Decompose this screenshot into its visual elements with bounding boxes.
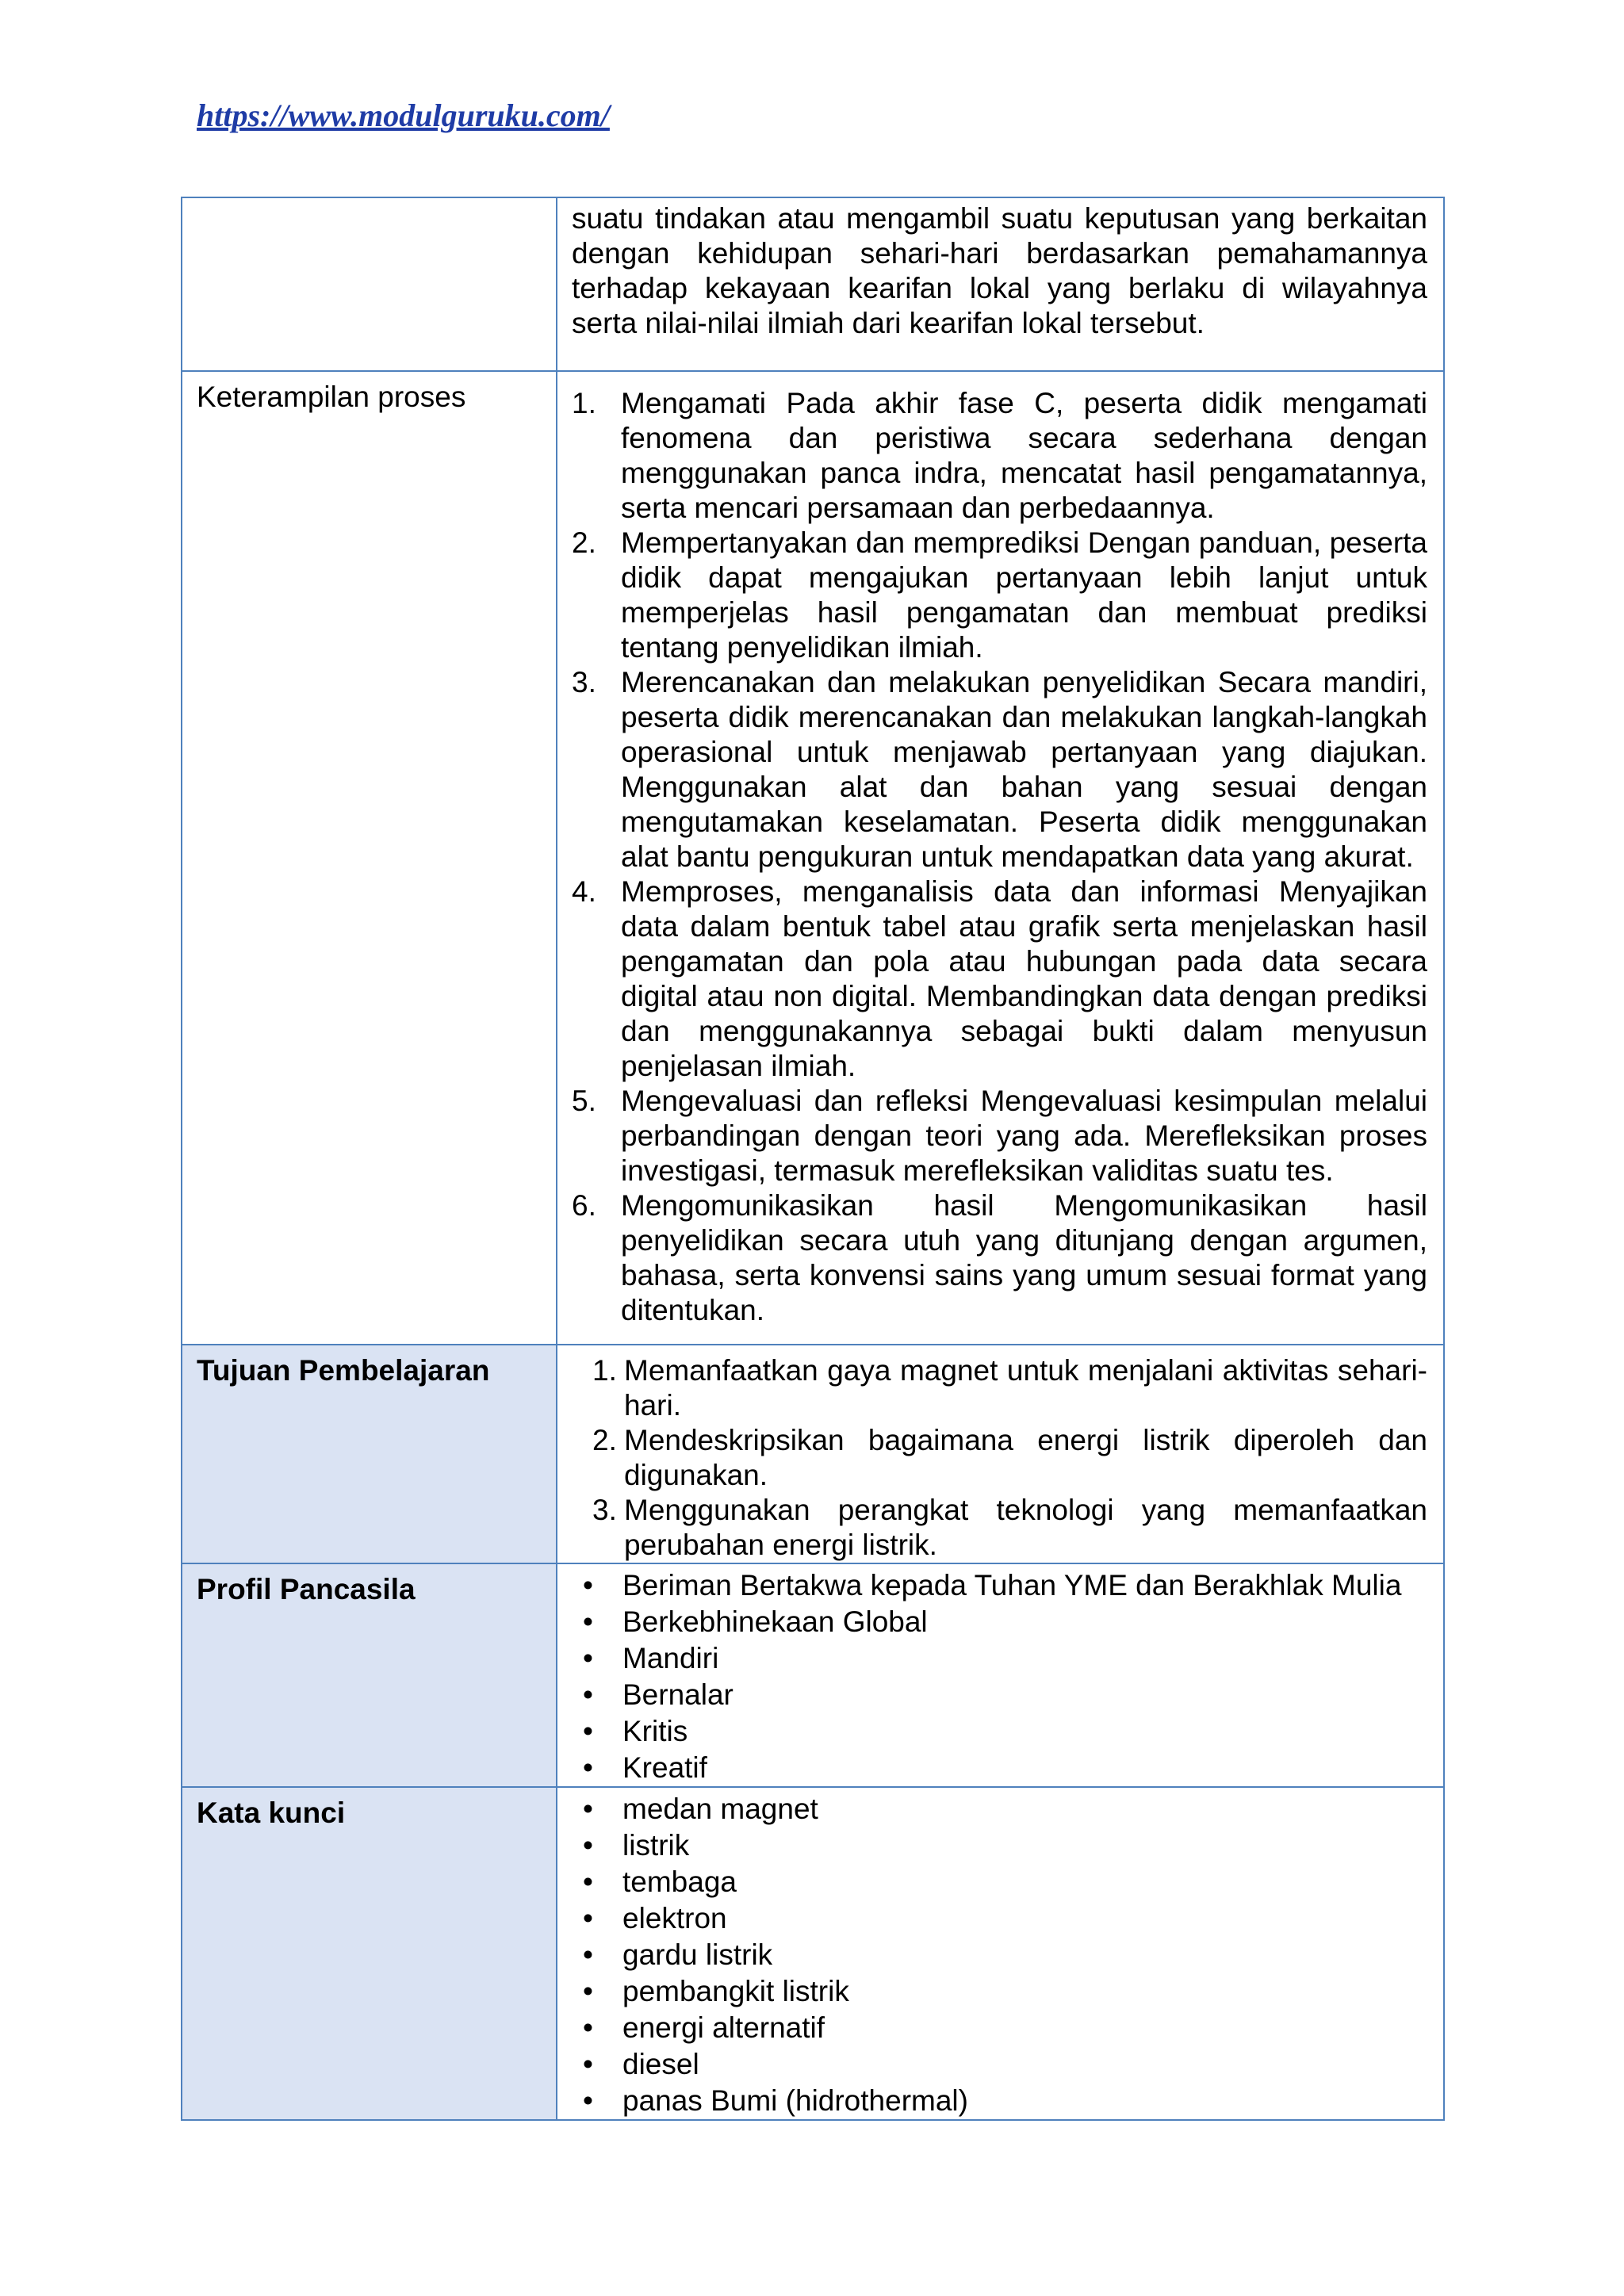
bullet-icon: •: [583, 1678, 593, 1711]
list-item: [572, 1827, 1427, 1864]
tujuan-cell: [557, 1345, 1444, 1563]
item-text: elektron: [622, 1902, 727, 1934]
item-text: Memanfaatkan gaya magnet untuk menjalani aktivitas sehari-hari.: [624, 1354, 1427, 1422]
item-text: Beriman Bertakwa kepada Tuhan YME dan Berakhlak Mulia: [622, 1569, 1402, 1601]
item-text: Mengevaluasi dan refleksi Mengevaluasi kesimpulan melalui perbandingan dengan teori yang ada. Merefleksikan proses investigasi, termasuk merefleksikan validitas suatu tes.: [621, 1085, 1427, 1187]
bullet-icon: •: [583, 2084, 593, 2117]
row-continuation: [182, 197, 1444, 371]
list-item: [572, 1791, 1427, 1827]
item-text: energi alternatif: [622, 2011, 825, 2044]
list-item: [572, 874, 1427, 1084]
continuation-text: suatu tindakan atau mengambil suatu keputusan yang berkaitan dengan kehidupan sehari-hari berdasarkan pemahamannya terhadap kekayaan kearifan lokal yang berlaku di wilayahnya serta nilai-nilai ilmiah dari kearifan lokal tersebut.: [572, 202, 1427, 339]
header-url-link[interactable]: https://www.modulguruku.com/: [197, 98, 610, 133]
list-item: [572, 1973, 1427, 2010]
item-text: Kreatif: [622, 1751, 707, 1784]
item-text: listrik: [622, 1829, 690, 1862]
profil-list: [572, 1567, 1427, 1786]
module-table: [181, 197, 1445, 2121]
profil-cell: [557, 1563, 1444, 1787]
item-text: pembangkit listrik: [622, 1975, 849, 2007]
kata-kunci-label: Kata kunci: [182, 1787, 557, 2120]
item-number: 5.: [572, 1085, 596, 1117]
bullet-icon: •: [583, 1829, 593, 1862]
list-item: [572, 526, 1427, 665]
tujuan-label: Tujuan Pembelajaran: [182, 1345, 557, 1563]
item-number: 4.: [572, 875, 596, 908]
item-text: diesel: [622, 2048, 699, 2080]
row-keterampilan: [182, 371, 1444, 1345]
list-item: [572, 2046, 1427, 2083]
continuation-label: [182, 197, 557, 371]
list-item: [572, 1750, 1427, 1786]
item-number: 2.: [572, 526, 596, 559]
list-item: [572, 2010, 1427, 2046]
list-item: [572, 1713, 1427, 1750]
bullet-icon: •: [583, 1902, 593, 1934]
profil-label: Profil Pancasila: [182, 1563, 557, 1787]
bullet-icon: •: [583, 2048, 593, 2080]
bullet-icon: •: [583, 1569, 593, 1601]
bullet-icon: •: [583, 1866, 593, 1898]
keterampilan-label: Keterampilan proses: [182, 371, 557, 1345]
list-item: [572, 1567, 1427, 1604]
item-text: Berkebhinekaan Global: [622, 1605, 928, 1638]
item-text: medan magnet: [622, 1793, 818, 1825]
item-number: 3.: [572, 666, 596, 698]
tujuan-list: [572, 1353, 1427, 1563]
item-number: 2.: [592, 1424, 617, 1456]
list-item: [572, 1188, 1427, 1328]
bullet-icon: •: [583, 1975, 593, 2007]
list-item: [572, 1353, 1427, 1423]
row-profil: [182, 1563, 1444, 1787]
item-number: 3.: [592, 1494, 617, 1526]
item-text: tembaga: [622, 1866, 737, 1898]
keterampilan-cell: [557, 371, 1444, 1345]
continuation-cell: [557, 197, 1444, 371]
item-text: Mandiri: [622, 1642, 719, 1674]
row-kata-kunci: [182, 1787, 1444, 2120]
list-item: [572, 1937, 1427, 1973]
bullet-icon: •: [583, 1715, 593, 1747]
item-text: Merencanakan dan melakukan penyelidikan Secara mandiri, peserta didik merencanakan dan melakukan langkah-langkah operasional untuk menjawab pertanyaan yang diajukan. Menggunakan alat dan bahan yang sesuai dengan mengutamakan keselamatan. Peserta didik menggunakan alat bantu pengukuran untuk mendapatkan data yang akurat.: [621, 666, 1427, 873]
list-item: [572, 1864, 1427, 1900]
list-item: [572, 386, 1427, 526]
item-number: 1.: [592, 1354, 617, 1387]
item-number: 6.: [572, 1189, 596, 1222]
bullet-icon: •: [583, 1793, 593, 1825]
item-text: Bernalar: [622, 1678, 733, 1711]
item-text: gardu listrik: [622, 1938, 773, 1971]
list-item: [572, 1084, 1427, 1188]
kata-kunci-list: [572, 1791, 1427, 2119]
item-text: Mendeskripsikan bagaimana energi listrik diperoleh dan digunakan.: [624, 1424, 1427, 1491]
list-item: [572, 1423, 1427, 1493]
list-item: [572, 1640, 1427, 1677]
list-item: [572, 1604, 1427, 1640]
row-tujuan: [182, 1345, 1444, 1563]
list-item: [572, 1900, 1427, 1937]
bullet-icon: •: [583, 1605, 593, 1638]
item-text: Memproses, menganalisis data dan informasi Menyajikan data dalam bentuk tabel atau grafik serta menjelaskan hasil pengamatan dan pola atau hubungan pada data secara digital atau non digital. Membandingkan data dengan prediksi dan menggunakannya sebagai bukti dalam menyusun penjelasan ilmiah.: [621, 875, 1427, 1082]
bullet-icon: •: [583, 1938, 593, 1971]
item-text: Mengamati Pada akhir fase C, peserta didik mengamati fenomena dan peristiwa secara sederhana dengan menggunakan panca indra, mencatat hasil pengamatannya, serta mencari persamaan dan perbedaannya.: [621, 387, 1427, 524]
list-item: [572, 2083, 1427, 2119]
list-item: [572, 1677, 1427, 1713]
bullet-icon: •: [583, 1751, 593, 1784]
item-number: 1.: [572, 387, 596, 419]
bullet-icon: •: [583, 1642, 593, 1674]
item-text: Mengomunikasikan hasil Mengomunikasikan hasil penyelidikan secara utuh yang ditunjang dengan argumen, bahasa, serta konvensi sains yang umum sesuai format yang ditentukan.: [621, 1189, 1427, 1326]
kata-kunci-cell: [557, 1787, 1444, 2120]
list-item: [572, 1493, 1427, 1563]
list-item: [572, 665, 1427, 874]
bullet-icon: •: [583, 2011, 593, 2044]
keterampilan-list: [572, 386, 1427, 1328]
item-text: Kritis: [622, 1715, 688, 1747]
item-text: Menggunakan perangkat teknologi yang memanfaatkan perubahan energi listrik.: [624, 1494, 1427, 1561]
item-text: Mempertanyakan dan memprediksi Dengan panduan, peserta didik dapat mengajukan pertanyaan lebih lanjut untuk memperjelas hasil pengamatan dan membuat prediksi tentang penyelidikan ilmiah.: [621, 526, 1427, 664]
item-text: panas Bumi (hidrothermal): [622, 2084, 968, 2117]
